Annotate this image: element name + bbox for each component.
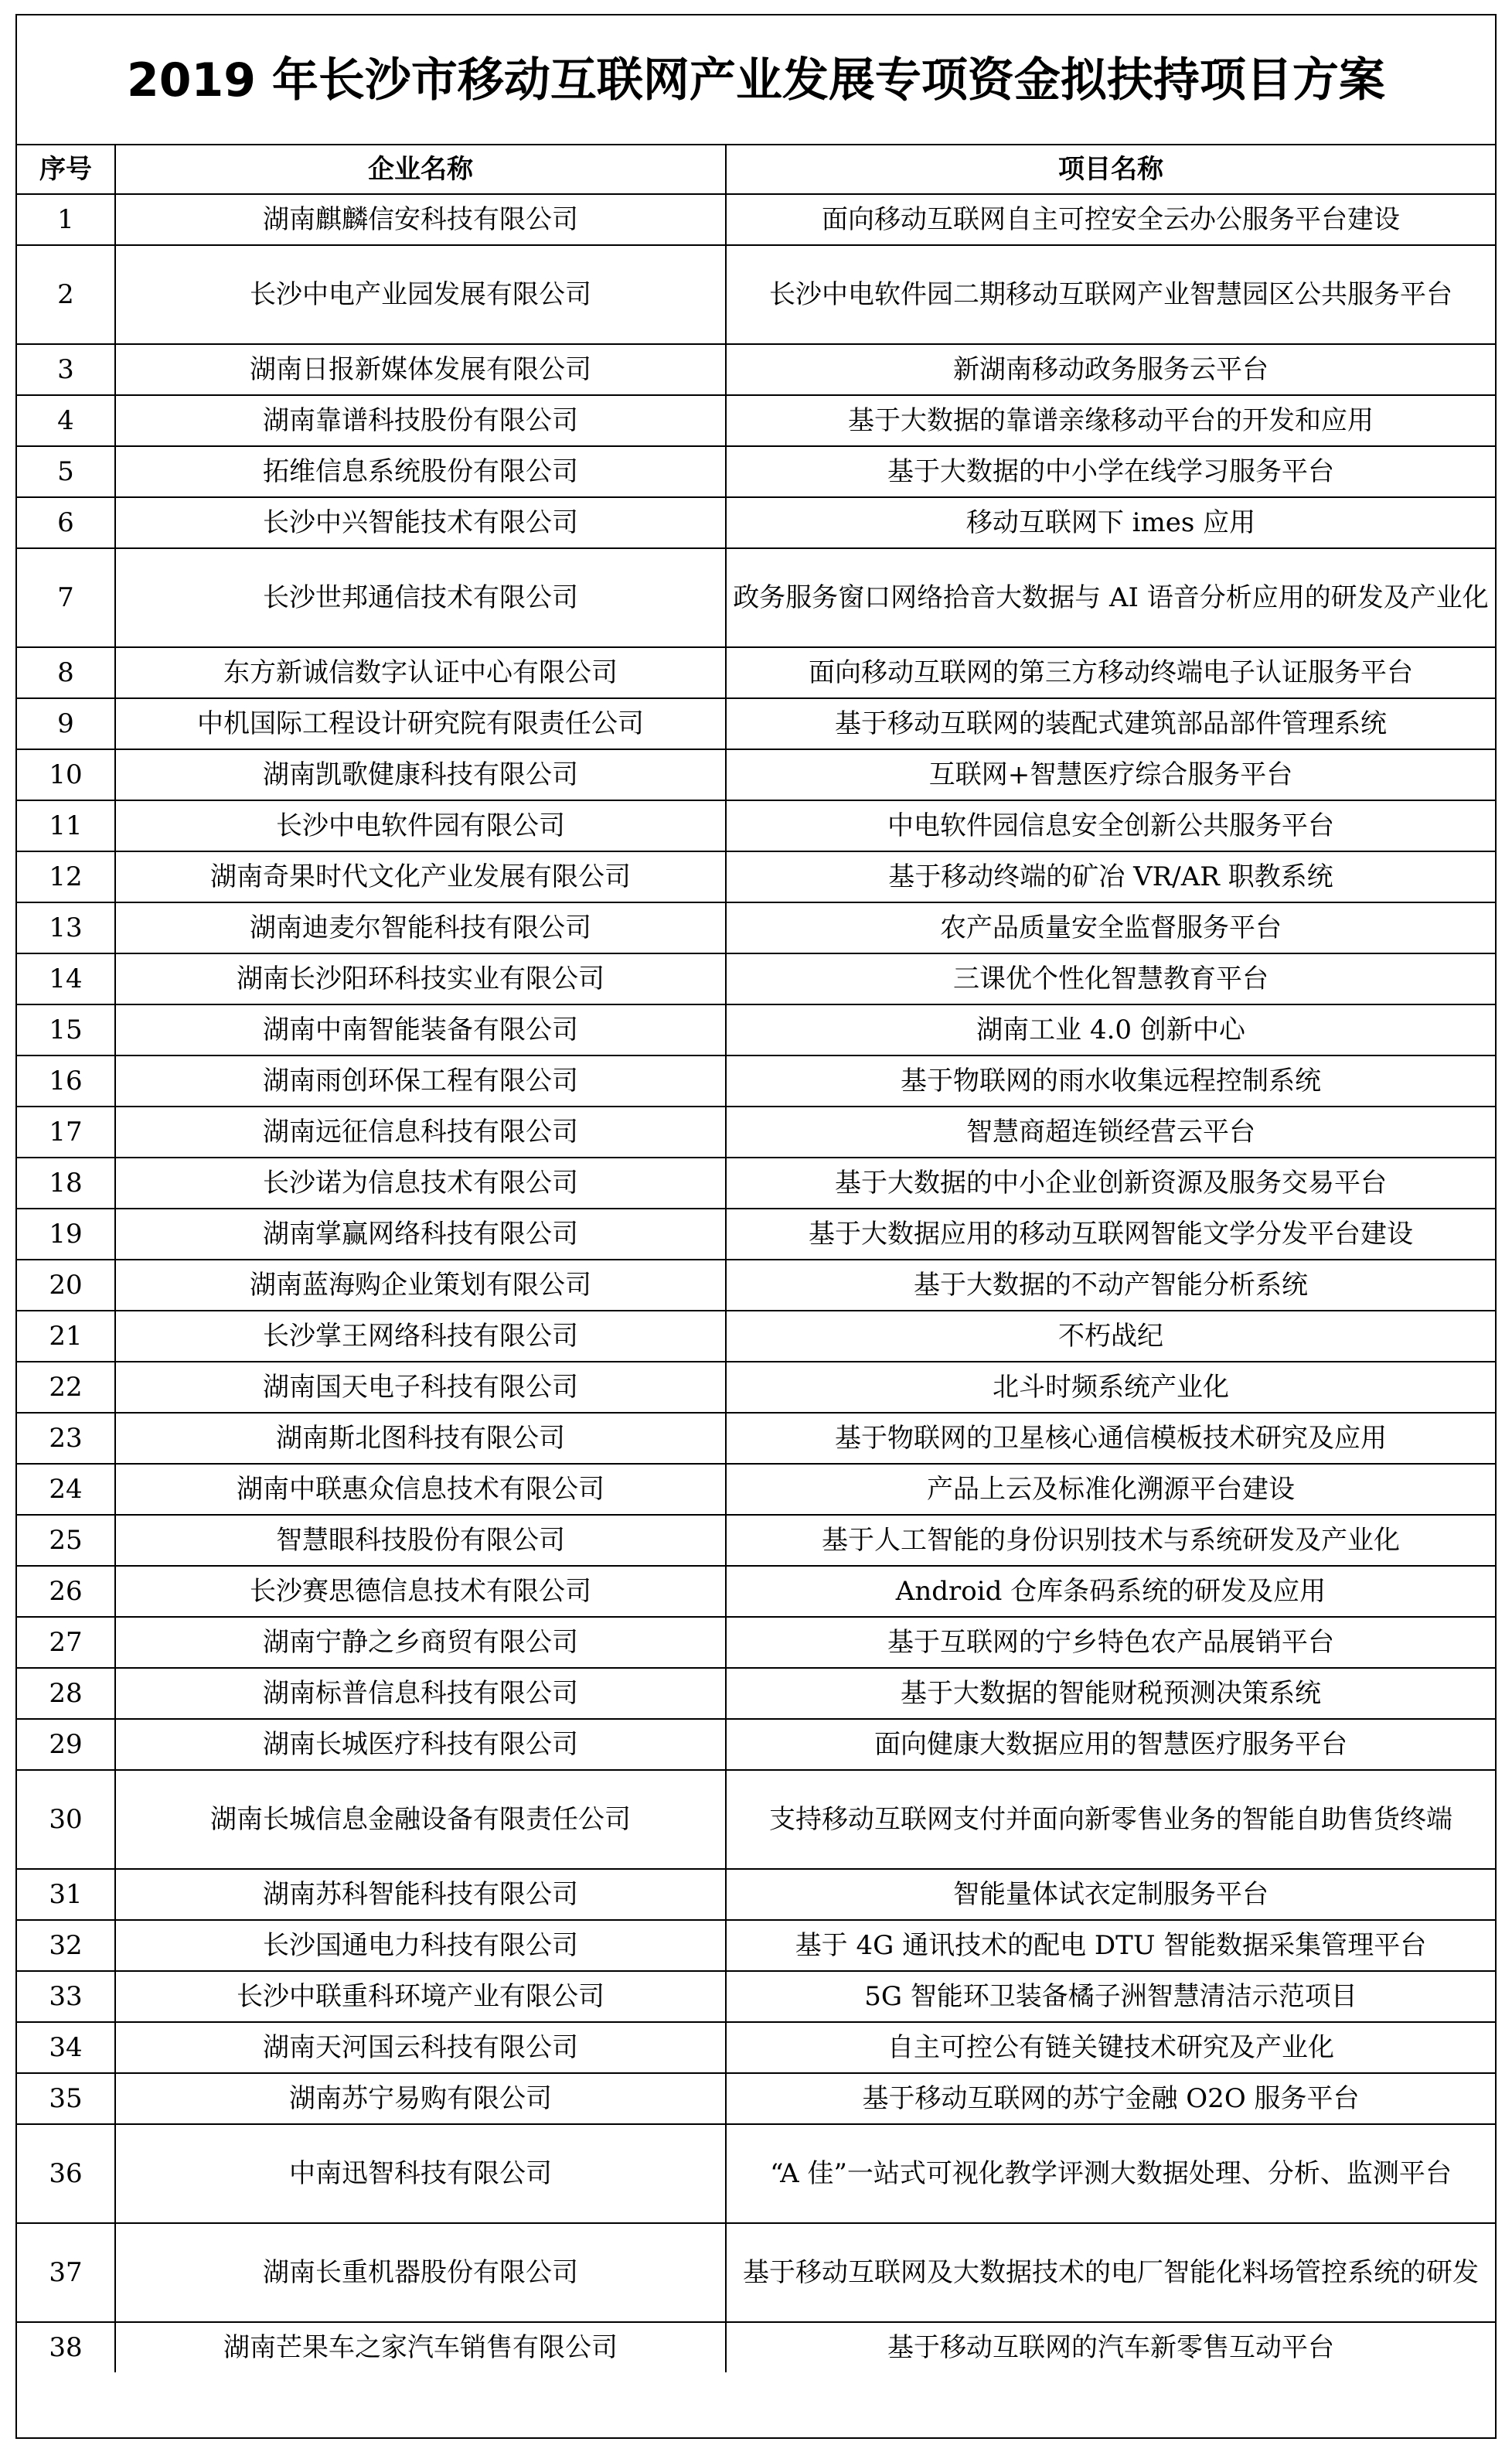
table-row (17, 395, 1495, 446)
project-name-cell: 基于移动互联网及大数据技术的电厂智能化料场管控系统的研发 (726, 2223, 1495, 2322)
company-name-cell: 湖南宁静之乡商贸有限公司 (115, 1617, 726, 1668)
project-name-cell: 基于大数据应用的移动互联网智能文学分发平台建设 (726, 1209, 1495, 1260)
project-table (17, 145, 1495, 2372)
table-row (17, 1668, 1495, 1719)
row-number-cell: 7 (17, 548, 115, 647)
page-title: 2019 年长沙市移动互联网产业发展专项资金拟扶持项目方案 (17, 15, 1495, 145)
row-number-cell: 4 (17, 395, 115, 446)
table-row (17, 194, 1495, 245)
project-name-cell: 基于 4G 通讯技术的配电 DTU 智能数据采集管理平台 (726, 1920, 1495, 1971)
company-name-cell: 湖南中南智能装备有限公司 (115, 1004, 726, 1055)
table-row (17, 245, 1495, 344)
table-row (17, 1770, 1495, 1869)
table-row (17, 1869, 1495, 1920)
row-number-cell: 22 (17, 1362, 115, 1413)
company-name-cell: 智慧眼科技股份有限公司 (115, 1515, 726, 1566)
project-name-cell: 中电软件园信息安全创新公共服务平台 (726, 800, 1495, 851)
project-name-cell: 基于移动互联网的汽车新零售互动平台 (726, 2322, 1495, 2372)
project-name-cell: 基于大数据的不动产智能分析系统 (726, 1260, 1495, 1311)
company-name-cell: 长沙诺为信息技术有限公司 (115, 1158, 726, 1209)
row-number-cell: 5 (17, 446, 115, 497)
row-number-cell: 21 (17, 1311, 115, 1362)
table-row (17, 1311, 1495, 1362)
project-name-cell: 基于人工智能的身份识别技术与系统研发及产业化 (726, 1515, 1495, 1566)
row-number-cell: 16 (17, 1055, 115, 1107)
company-name-cell: 长沙世邦通信技术有限公司 (115, 548, 726, 647)
company-name-cell: 湖南奇果时代文化产业发展有限公司 (115, 851, 726, 902)
table-row (17, 1055, 1495, 1107)
project-name-cell: 基于大数据的靠谱亲缘移动平台的开发和应用 (726, 395, 1495, 446)
row-number-cell: 1 (17, 194, 115, 245)
table-row (17, 1260, 1495, 1311)
project-name-cell: 新湖南移动政务服务云平台 (726, 344, 1495, 395)
company-name-cell: 湖南长重机器股份有限公司 (115, 2223, 726, 2322)
company-name-cell: 湖南麒麟信安科技有限公司 (115, 194, 726, 245)
company-name-cell: 湖南日报新媒体发展有限公司 (115, 344, 726, 395)
table-row (17, 344, 1495, 395)
row-number-cell: 17 (17, 1107, 115, 1158)
row-number-cell: 8 (17, 647, 115, 698)
project-name-cell: 农产品质量安全监督服务平台 (726, 902, 1495, 953)
table-body (17, 194, 1495, 2372)
table-row (17, 497, 1495, 548)
table-row (17, 647, 1495, 698)
table-row (17, 2124, 1495, 2223)
table-row (17, 953, 1495, 1004)
table-row (17, 902, 1495, 953)
project-name-cell: 基于物联网的雨水收集远程控制系统 (726, 1055, 1495, 1107)
row-number-cell: 30 (17, 1770, 115, 1869)
project-name-cell: Android 仓库条码系统的研发及应用 (726, 1566, 1495, 1617)
company-name-cell: 拓维信息系统股份有限公司 (115, 446, 726, 497)
company-name-cell: 湖南蓝海购企业策划有限公司 (115, 1260, 726, 1311)
row-number-cell: 28 (17, 1668, 115, 1719)
company-name-cell: 中南迅智科技有限公司 (115, 2124, 726, 2223)
company-name-cell: 长沙中兴智能技术有限公司 (115, 497, 726, 548)
project-name-cell: 面向移动互联网的第三方移动终端电子认证服务平台 (726, 647, 1495, 698)
company-name-cell: 长沙中电软件园有限公司 (115, 800, 726, 851)
company-name-cell: 长沙中联重科环境产业有限公司 (115, 1971, 726, 2022)
company-name-cell: 长沙国通电力科技有限公司 (115, 1920, 726, 1971)
project-name-cell: 基于移动互联网的装配式建筑部品部件管理系统 (726, 698, 1495, 749)
row-number-cell: 29 (17, 1719, 115, 1770)
table-row (17, 1464, 1495, 1515)
row-number-cell: 6 (17, 497, 115, 548)
project-name-cell: 智慧商超连锁经营云平台 (726, 1107, 1495, 1158)
table-row (17, 1107, 1495, 1158)
table-row (17, 548, 1495, 647)
company-name-cell: 湖南芒果车之家汽车销售有限公司 (115, 2322, 726, 2372)
row-number-cell: 13 (17, 902, 115, 953)
row-number-cell: 18 (17, 1158, 115, 1209)
company-name-cell: 湖南迪麦尔智能科技有限公司 (115, 902, 726, 953)
table-row (17, 1158, 1495, 1209)
row-number-cell: 37 (17, 2223, 115, 2322)
company-name-cell: 长沙中电产业园发展有限公司 (115, 245, 726, 344)
company-name-cell: 湖南苏宁易购有限公司 (115, 2073, 726, 2124)
table-row (17, 1719, 1495, 1770)
project-name-cell: 基于移动终端的矿冶 VR/AR 职教系统 (726, 851, 1495, 902)
row-number-cell: 14 (17, 953, 115, 1004)
project-name-cell: 长沙中电软件园二期移动互联网产业智慧园区公共服务平台 (726, 245, 1495, 344)
project-name-cell: 支持移动互联网支付并面向新零售业务的智能自助售货终端 (726, 1770, 1495, 1869)
company-name-cell: 湖南长沙阳环科技实业有限公司 (115, 953, 726, 1004)
project-name-cell: 北斗时频系统产业化 (726, 1362, 1495, 1413)
table-row (17, 1515, 1495, 1566)
row-number-cell: 26 (17, 1566, 115, 1617)
project-name-cell: 三课优个性化智慧教育平台 (726, 953, 1495, 1004)
company-name-cell: 湖南天河国云科技有限公司 (115, 2022, 726, 2073)
row-number-cell: 19 (17, 1209, 115, 1260)
company-name-cell: 湖南中联惠众信息技术有限公司 (115, 1464, 726, 1515)
column-header-company: 企业名称 (115, 145, 726, 194)
company-name-cell: 湖南苏科智能科技有限公司 (115, 1869, 726, 1920)
row-number-cell: 31 (17, 1869, 115, 1920)
table-row (17, 1362, 1495, 1413)
company-name-cell: 湖南凯歌健康科技有限公司 (115, 749, 726, 800)
project-name-cell: 基于互联网的宁乡特色农产品展销平台 (726, 1617, 1495, 1668)
row-number-cell: 3 (17, 344, 115, 395)
table-row (17, 2022, 1495, 2073)
row-number-cell: 32 (17, 1920, 115, 1971)
table-row (17, 851, 1495, 902)
column-header-no: 序号 (17, 145, 115, 194)
row-number-cell: 10 (17, 749, 115, 800)
table-row (17, 1617, 1495, 1668)
company-name-cell: 东方新诚信数字认证中心有限公司 (115, 647, 726, 698)
table-frame (15, 14, 1497, 2439)
project-name-cell: 政务服务窗口网络拾音大数据与 AI 语音分析应用的研发及产业化 (726, 548, 1495, 647)
table-row (17, 2073, 1495, 2124)
company-name-cell: 湖南雨创环保工程有限公司 (115, 1055, 726, 1107)
table-row (17, 749, 1495, 800)
row-number-cell: 24 (17, 1464, 115, 1515)
row-number-cell: 15 (17, 1004, 115, 1055)
company-name-cell: 湖南掌赢网络科技有限公司 (115, 1209, 726, 1260)
project-name-cell: 产品上云及标准化溯源平台建设 (726, 1464, 1495, 1515)
table-row (17, 1920, 1495, 1971)
company-name-cell: 湖南国天电子科技有限公司 (115, 1362, 726, 1413)
project-name-cell: 基于物联网的卫星核心通信模板技术研究及应用 (726, 1413, 1495, 1464)
table-row (17, 2223, 1495, 2322)
project-name-cell: 基于大数据的智能财税预测决策系统 (726, 1668, 1495, 1719)
row-number-cell: 34 (17, 2022, 115, 2073)
table-row (17, 1004, 1495, 1055)
table-row (17, 800, 1495, 851)
row-number-cell: 20 (17, 1260, 115, 1311)
company-name-cell: 湖南斯北图科技有限公司 (115, 1413, 726, 1464)
company-name-cell: 湖南靠谱科技股份有限公司 (115, 395, 726, 446)
company-name-cell: 中机国际工程设计研究院有限责任公司 (115, 698, 726, 749)
project-name-cell: 基于大数据的中小企业创新资源及服务交易平台 (726, 1158, 1495, 1209)
table-row (17, 1971, 1495, 2022)
row-number-cell: 9 (17, 698, 115, 749)
table-row (17, 446, 1495, 497)
project-name-cell: 面向健康大数据应用的智慧医疗服务平台 (726, 1719, 1495, 1770)
project-name-cell: 智能量体试衣定制服务平台 (726, 1869, 1495, 1920)
project-name-cell: 移动互联网下 imes 应用 (726, 497, 1495, 548)
row-number-cell: 23 (17, 1413, 115, 1464)
table-row (17, 1209, 1495, 1260)
table-row (17, 1413, 1495, 1464)
row-number-cell: 27 (17, 1617, 115, 1668)
row-number-cell: 12 (17, 851, 115, 902)
row-number-cell: 38 (17, 2322, 115, 2372)
table-row (17, 698, 1495, 749)
row-number-cell: 11 (17, 800, 115, 851)
project-name-cell: 基于大数据的中小学在线学习服务平台 (726, 446, 1495, 497)
company-name-cell: 长沙掌王网络科技有限公司 (115, 1311, 726, 1362)
project-name-cell: 面向移动互联网自主可控安全云办公服务平台建设 (726, 194, 1495, 245)
row-number-cell: 36 (17, 2124, 115, 2223)
column-header-project: 项目名称 (726, 145, 1495, 194)
table-row (17, 1566, 1495, 1617)
project-name-cell: 自主可控公有链关键技术研究及产业化 (726, 2022, 1495, 2073)
company-name-cell: 长沙赛思德信息技术有限公司 (115, 1566, 726, 1617)
table-header-row (17, 145, 1495, 194)
project-name-cell: 基于移动互联网的苏宁金融 O2O 服务平台 (726, 2073, 1495, 2124)
row-number-cell: 2 (17, 245, 115, 344)
project-name-cell: 5G 智能环卫装备橘子洲智慧清洁示范项目 (726, 1971, 1495, 2022)
project-name-cell: “A 佳”一站式可视化教学评测大数据处理、分析、监测平台 (726, 2124, 1495, 2223)
company-name-cell: 湖南远征信息科技有限公司 (115, 1107, 726, 1158)
company-name-cell: 湖南长城信息金融设备有限责任公司 (115, 1770, 726, 1869)
company-name-cell: 湖南标普信息科技有限公司 (115, 1668, 726, 1719)
project-name-cell: 湖南工业 4.0 创新中心 (726, 1004, 1495, 1055)
row-number-cell: 35 (17, 2073, 115, 2124)
row-number-cell: 33 (17, 1971, 115, 2022)
project-name-cell: 不朽战纪 (726, 1311, 1495, 1362)
table-row (17, 2322, 1495, 2372)
company-name-cell: 湖南长城医疗科技有限公司 (115, 1719, 726, 1770)
row-number-cell: 25 (17, 1515, 115, 1566)
project-name-cell: 互联网+智慧医疗综合服务平台 (726, 749, 1495, 800)
